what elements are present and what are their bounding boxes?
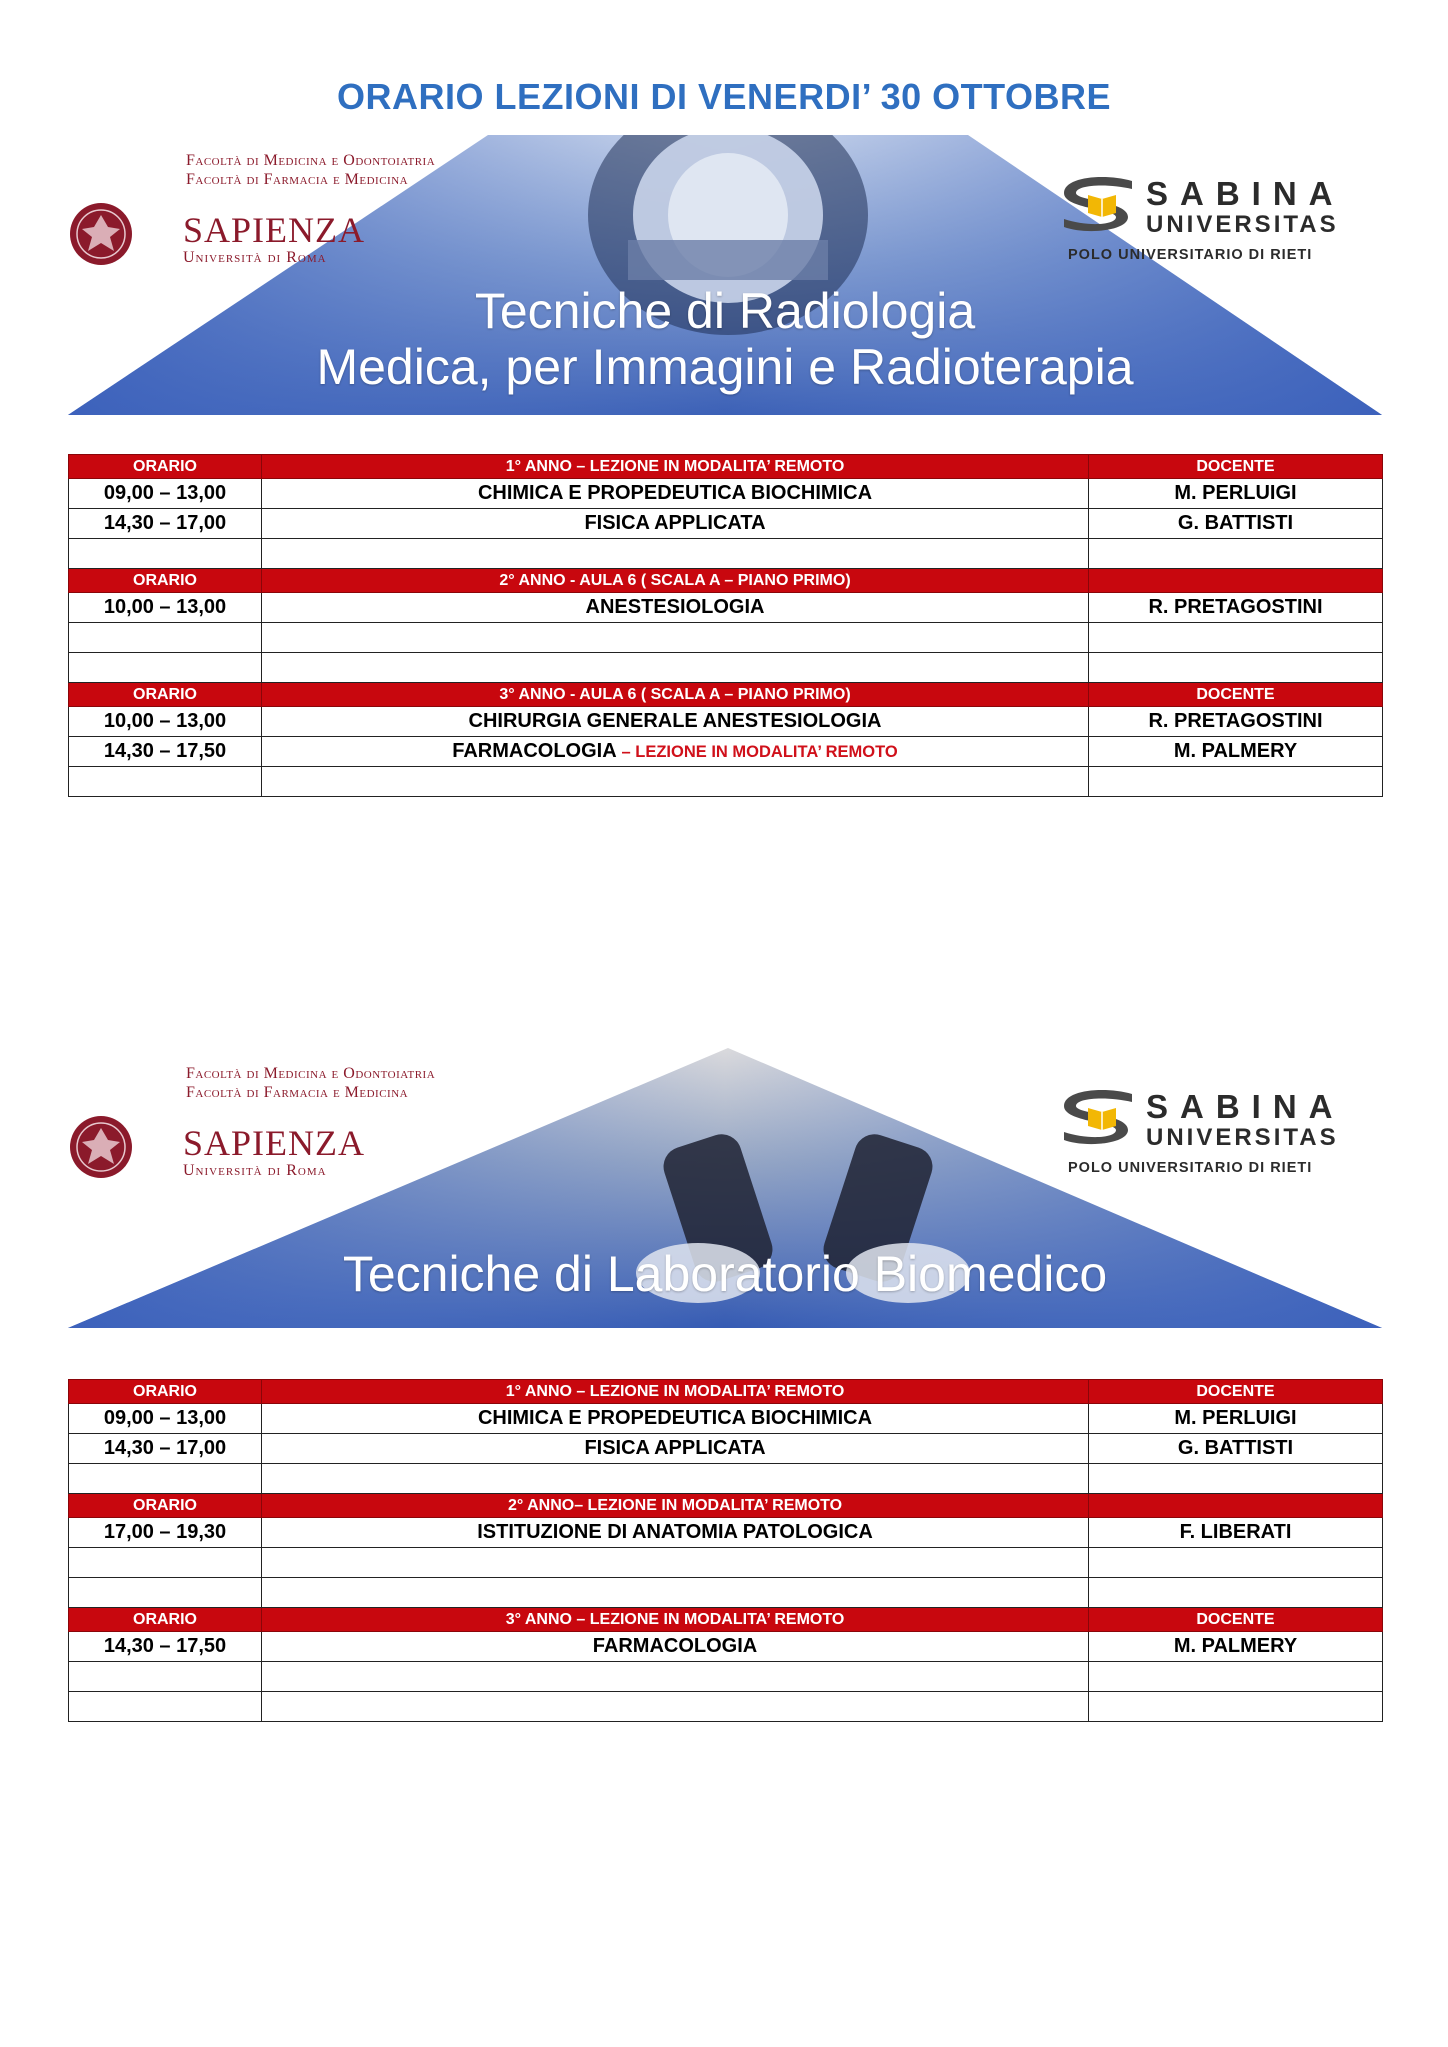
table-row	[69, 1692, 1383, 1722]
cell-orario: 14,30 – 17,00	[69, 509, 262, 539]
cell-orario	[69, 653, 262, 683]
header-anno: 2° ANNO– LEZIONE IN MODALITA’ REMOTO	[262, 1494, 1089, 1518]
cell-lezione	[262, 1692, 1089, 1722]
table-row	[69, 1518, 1383, 1548]
schedule-table-radiologia	[68, 454, 1383, 797]
banner-radiologia	[68, 135, 1382, 415]
header-orario: ORARIO	[69, 455, 262, 479]
cell-orario	[69, 1548, 262, 1578]
cell-lezione	[262, 767, 1089, 797]
table-row	[69, 1548, 1383, 1578]
cell-docente: M. PERLUIGI	[1089, 479, 1383, 509]
header-docente	[1089, 1494, 1383, 1518]
table-header-row	[69, 1608, 1383, 1632]
cell-orario	[69, 1464, 262, 1494]
table-row	[69, 539, 1383, 569]
cell-docente	[1089, 1578, 1383, 1608]
cell-orario: 14,30 – 17,50	[69, 1632, 262, 1662]
table-row	[69, 767, 1383, 797]
schedule-table-laboratorio	[68, 1379, 1383, 1722]
scanner-table	[628, 240, 828, 280]
table-header-row	[69, 1494, 1383, 1518]
sabina-name: SABINA	[1146, 175, 1345, 212]
cell-orario: 10,00 – 13,00	[69, 707, 262, 737]
sabina-logo	[1058, 171, 1358, 261]
table-row	[69, 1662, 1383, 1692]
cell-orario	[69, 767, 262, 797]
header-docente: DOCENTE	[1089, 683, 1383, 707]
cell-lezione: ANESTESIOLOGIA	[262, 593, 1089, 623]
cell-lezione: CHIMICA E PROPEDEUTICA BIOCHIMICA	[262, 479, 1089, 509]
page-title: ORARIO LEZIONI DI VENERDI’ 30 OTTOBRE	[337, 76, 1111, 117]
sapienza-name: SAPIENZA	[183, 210, 366, 250]
table-row	[69, 1632, 1383, 1662]
cell-lezione	[262, 1548, 1089, 1578]
cell-lezione	[262, 1662, 1089, 1692]
cell-docente: M. PERLUIGI	[1089, 1404, 1383, 1434]
header-orario: ORARIO	[69, 1608, 262, 1632]
header-orario: ORARIO	[69, 683, 262, 707]
cell-docente: M. PALMERY	[1089, 1632, 1383, 1662]
cell-lezione	[262, 737, 1089, 767]
facolta-label: Facoltà di Medicina e Odontoiatria Facoltà di Farmacia e Medicina	[186, 1065, 436, 1101]
table-header-row	[69, 455, 1383, 479]
table-row	[69, 479, 1383, 509]
table-row	[69, 593, 1383, 623]
cell-docente	[1089, 1662, 1383, 1692]
cell-lezione: ISTITUZIONE DI ANATOMIA PATOLOGICA	[262, 1518, 1089, 1548]
header-orario: ORARIO	[69, 1380, 262, 1404]
cell-docente	[1089, 623, 1383, 653]
cell-lezione: CHIMICA E PROPEDEUTICA BIOCHIMICA	[262, 1404, 1089, 1434]
sabina-subtitle: UNIVERSITAS	[1146, 1124, 1339, 1151]
banner-laboratorio	[68, 1048, 1382, 1328]
table-row	[69, 509, 1383, 539]
table-row	[69, 707, 1383, 737]
table-row	[69, 1578, 1383, 1608]
header-anno: 3° ANNO - AULA 6 ( SCALA A – PIANO PRIMO)	[262, 683, 1089, 707]
cell-lezione	[262, 1578, 1089, 1608]
table-row	[69, 737, 1383, 767]
header-docente: DOCENTE	[1089, 455, 1383, 479]
cell-orario	[69, 1692, 262, 1722]
cell-lezione	[262, 1464, 1089, 1494]
table-header-row	[69, 569, 1383, 593]
table-header-row	[69, 683, 1383, 707]
cell-orario	[69, 1662, 262, 1692]
cell-docente: R. PRETAGOSTINI	[1089, 593, 1383, 623]
cell-docente: R. PRETAGOSTINI	[1089, 707, 1383, 737]
header-anno: 3° ANNO – LEZIONE IN MODALITA’ REMOTO	[262, 1608, 1089, 1632]
cell-docente: G. BATTISTI	[1089, 509, 1383, 539]
cell-docente	[1089, 1692, 1383, 1722]
cell-orario	[69, 1578, 262, 1608]
cell-docente: G. BATTISTI	[1089, 1434, 1383, 1464]
table-row	[69, 1404, 1383, 1434]
sapienza-seal-icon	[68, 201, 134, 267]
facolta-label: Facoltà di Medicina e Odontoiatria Facoltà di Farmacia e Medicina	[186, 152, 436, 188]
sabina-logo	[1058, 1084, 1358, 1174]
header-orario: ORARIO	[69, 569, 262, 593]
cell-orario: 14,30 – 17,50	[69, 737, 262, 767]
header-docente: DOCENTE	[1089, 1380, 1383, 1404]
cell-lezione	[262, 623, 1089, 653]
table-row	[69, 623, 1383, 653]
sapienza-subtitle: Università di Roma	[183, 249, 327, 266]
cell-docente	[1089, 539, 1383, 569]
header-docente: DOCENTE	[1089, 1608, 1383, 1632]
cell-docente	[1089, 1548, 1383, 1578]
cell-orario: 10,00 – 13,00	[69, 593, 262, 623]
banner-title	[68, 1246, 1382, 1302]
banner-title-line1: Tecniche di Radiologia	[474, 283, 976, 339]
lezione-name: FARMACOLOGIA	[452, 740, 616, 762]
sabina-name: SABINA	[1146, 1088, 1345, 1125]
header-anno: 1° ANNO – LEZIONE IN MODALITA’ REMOTO	[262, 455, 1089, 479]
cell-orario: 09,00 – 13,00	[69, 1404, 262, 1434]
sabina-polo: POLO UNIVERSITARIO DI RIETI	[1068, 247, 1313, 263]
cell-lezione: FISICA APPLICATA	[262, 509, 1089, 539]
remote-note: – LEZIONE IN MODALITA’ REMOTO	[621, 743, 898, 761]
table-row	[69, 1434, 1383, 1464]
header-docente	[1089, 569, 1383, 593]
cell-docente	[1089, 653, 1383, 683]
cell-lezione: FISICA APPLICATA	[262, 1434, 1089, 1464]
cell-docente	[1089, 1464, 1383, 1494]
cell-docente	[1089, 767, 1383, 797]
cell-orario: 14,30 – 17,00	[69, 1434, 262, 1464]
header-orario: ORARIO	[69, 1494, 262, 1518]
sabina-s-book-icon	[1058, 171, 1144, 235]
banner-title-line1: Tecniche di Laboratorio Biomedico	[342, 1246, 1108, 1302]
sapienza-name: SAPIENZA	[183, 1123, 366, 1163]
cell-orario: 17,00 – 19,30	[69, 1518, 262, 1548]
table-header-row	[69, 1380, 1383, 1404]
sabina-s-book-icon	[1058, 1084, 1144, 1148]
cell-orario	[69, 623, 262, 653]
banner-title	[68, 283, 1382, 395]
cell-docente: M. PALMERY	[1089, 737, 1383, 767]
sapienza-seal-icon	[68, 1114, 134, 1180]
cell-docente: F. LIBERATI	[1089, 1518, 1383, 1548]
cell-lezione: CHIRURGIA GENERALE ANESTESIOLOGIA	[262, 707, 1089, 737]
sabina-subtitle: UNIVERSITAS	[1146, 211, 1339, 238]
banner-title-line2: Medica, per Immagini e Radioterapia	[316, 339, 1134, 395]
table-row	[69, 1464, 1383, 1494]
cell-lezione: FARMACOLOGIA	[262, 1632, 1089, 1662]
sapienza-subtitle: Università di Roma	[183, 1162, 327, 1179]
cell-orario: 09,00 – 13,00	[69, 479, 262, 509]
cell-lezione	[262, 653, 1089, 683]
sabina-polo: POLO UNIVERSITARIO DI RIETI	[1068, 1160, 1313, 1176]
cell-lezione	[262, 539, 1089, 569]
header-anno: 2° ANNO - AULA 6 ( SCALA A – PIANO PRIMO)	[262, 569, 1089, 593]
header-anno: 1° ANNO – LEZIONE IN MODALITA’ REMOTO	[262, 1380, 1089, 1404]
cell-orario	[69, 539, 262, 569]
table-row	[69, 653, 1383, 683]
